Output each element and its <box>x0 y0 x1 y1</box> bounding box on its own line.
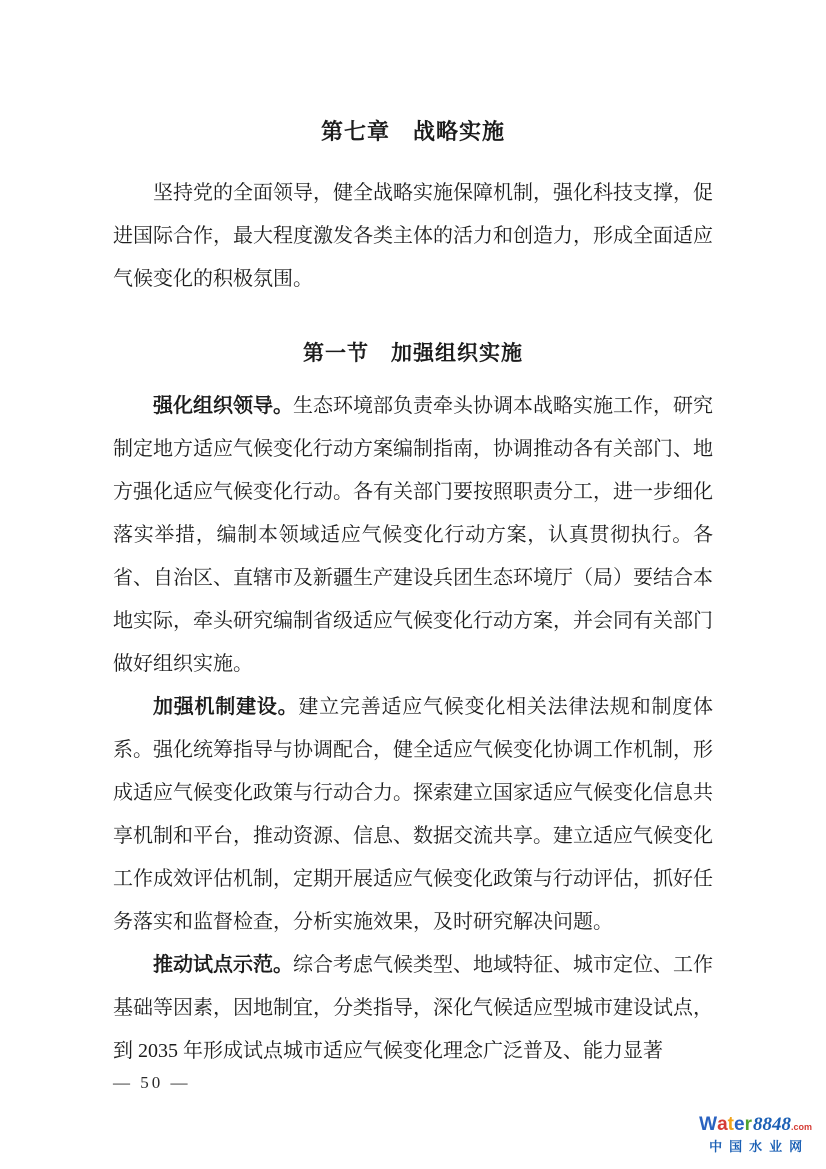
paragraph-pilot-demonstration <box>113 944 713 1073</box>
page-content <box>113 118 713 1073</box>
section-title: 第一节 加强组织实施 <box>303 341 523 365</box>
logo-number: 8848 <box>752 1114 791 1135</box>
paragraph-text: 综合考虑气候类型、地域特征、城市定位、工作基础等因素，因地制宜，分类指导，深化气候适应型城市建设试点，到 2035 年形成试点城市适应气候变化理念广泛普及、能力显著 <box>113 954 713 1062</box>
water8848-logo <box>699 1115 812 1153</box>
paragraph-lead: 强化组织领导。 <box>153 395 293 417</box>
logo-wordmark <box>699 1115 812 1137</box>
paragraph-strengthen-leadership <box>113 385 713 686</box>
chapter-title: 第七章 战略实施 <box>320 119 505 144</box>
logo-word: Water <box>699 1114 752 1135</box>
logo-domain: .com <box>790 1122 812 1132</box>
logo-subtitle: 中国水业网 <box>709 1139 810 1154</box>
paragraph-lead: 加强机制建设。 <box>153 696 299 718</box>
intro-paragraph: 坚持党的全面领导，健全战略实施保障机制，强化科技支撑，促进国际合作，最大程度激发各类主体的活力和创造力，形成全面适应气候变化的积极氛围。 <box>113 182 713 290</box>
page-number: — 50 — <box>113 1073 191 1092</box>
paragraph-lead: 推动试点示范。 <box>153 954 293 976</box>
paragraph-text: 生态环境部负责牵头协调本战略实施工作，研究制定地方适应气候变化行动方案编制指南，协调推动各有关部门、地方强化适应气候变化行动。各有关部门要按照职责分工，进一步细化落实举措，编制本领域适应气候变化行动方案，认真贯彻执行。各省、自治区、直辖市及新疆生产建设兵团生态环境厅（局）要结合本地实际，牵头研究编制省级适应气候变化行动方案，并会同有关部门做好组织实施。 <box>113 395 713 675</box>
paragraph-text: 建立完善适应气候变化相关法律法规和制度体系。强化统筹指导与协调配合，健全适应气候变化协调工作机制，形成适应气候变化政策与行动合力。探索建立国家适应气候变化信息共享机制和平台，推动资源、信息、数据交流共享。建立适应气候变化工作成效评估机制，定期开展适应气候变化政策与行动评估，抓好任务落实和监督检查，分析实施效果，及时研究解决问题。 <box>113 696 714 933</box>
paragraph-mechanism-building <box>113 686 713 944</box>
